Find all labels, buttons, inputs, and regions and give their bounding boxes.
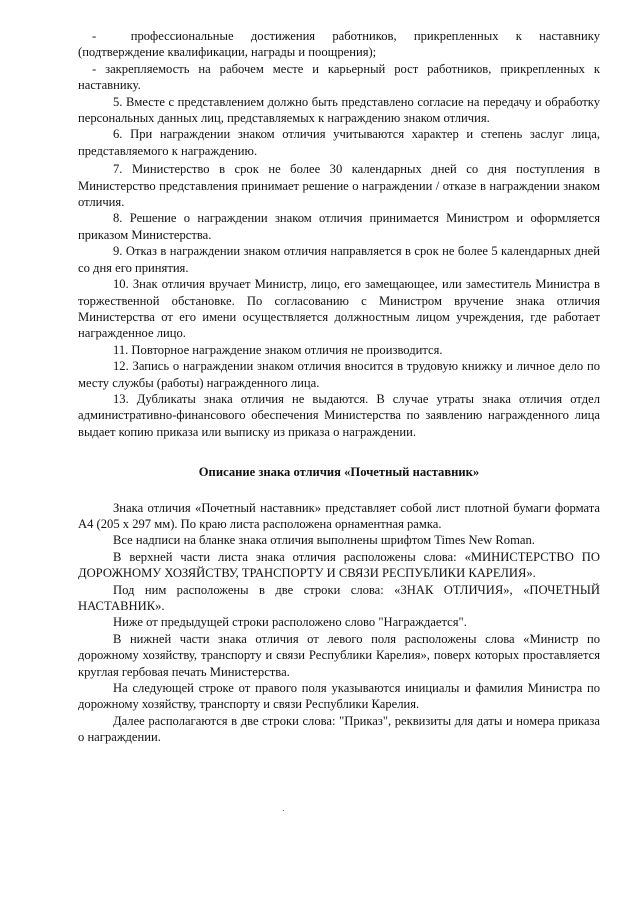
clause-12: 12. Запись о награждении знаком отличия вносится в трудовую книжку и личное дело по месту службы (работы) награжденного лица. (78, 359, 600, 390)
clause-13: 13. Дубликаты знака отличия не выдаются. В случае утраты знака отличия отдел административно-финансового обеспечения Министерства по заявлению награжденного лица выдает копию приказа или выписку из приказа о награждении. (78, 391, 600, 439)
clause-7: 7. Министерство в срок не более 30 календарных дней со дня поступления в Министерство представления принимает решение о награждении / отказе в награждении знаком отличия. (78, 162, 600, 210)
description-awarded-word: Ниже от предыдущей строки расположено слово "Награждается". (113, 615, 467, 630)
description-two-lines: Под ним расположены в две строки слова: «ЗНАК ОТЛИЧИЯ», «ПОЧЕТНЫЙ НАСТАВНИК». (78, 582, 600, 613)
description-minister-name: На следующей строке от правого поля указываются инициалы и фамилия Министра по дорожному хозяйству, транспорту и связи Республики Карелия. (78, 681, 600, 712)
description-bottom-left: В нижней части знака отличия от левого поля расположены слова «Министр по дорожному хозяйству, транспорту и связи Республики Карелия», поверх которых проставляется круглая гербовая печать Министерства. (78, 631, 600, 679)
description-format: Знака отличия «Почетный наставник» представляет собой лист плотной бумаги формата А4 (205 x 297 мм). По краю листа расположена орнаментная рамка. (78, 500, 600, 531)
description-order-details: Далее располагаются в две строки слова: "Приказ", реквизиты для даты и номера приказа о награждении. (78, 713, 600, 745)
clause-6: 6. При награждении знаком отличия учитываются характер и степень заслуг лица, представляемого к награждению. (78, 127, 600, 158)
scan-speck (283, 810, 284, 811)
description-font: Все надписи на бланке знака отличия выполнены шрифтом Times New Roman. (113, 533, 535, 548)
clause-10: 10. Знак отличия вручает Министр, лицо, его замещающее, или заместитель Министра в торжественной обстановке. По согласованию с Министром вручение знака отличия Министерства от его имени осуществляется должностным лицом учреждения, где работает награжденное лицо. (78, 277, 600, 341)
clause-8: 8. Решение о награждении знаком отличия принимается Министром и оформляется приказом Министерства. (78, 211, 600, 242)
document-body (78, 28, 604, 746)
clause-9: 9. Отказ в награждении знаком отличия направляется в срок не более 5 календарных дней со дня его принятия. (78, 244, 600, 275)
clause-11: 11. Повторное награждение знаком отличия не производится. (113, 342, 443, 357)
clause-5: 5. Вместе с представлением должно быть представлено согласие на передачу и обработку персональных данных лиц, представляемых к награждению знаком отличия. (78, 94, 600, 126)
description-top-text: В верхней части листа знака отличия расположены слова: «МИНИСТЕРСТВО ПО ДОРОЖНОМУ ХОЗЯЙСТВУ, ТРАНСПОРТУ И СВЯЗИ РЕСПУБЛИКИ КАРЕЛИЯ». (78, 549, 600, 581)
bullet-retention: - закрепляемость на рабочем месте и карьерный рост работников, прикрепленных к наставнику. (78, 61, 600, 93)
bullet-professional-achievements: - профессиональные достижения работников, прикрепленных к наставнику (подтверждение квалификации, награды и поощрения); (78, 29, 604, 60)
section-heading: Описание знака отличия «Почетный наставник» (198, 465, 480, 480)
